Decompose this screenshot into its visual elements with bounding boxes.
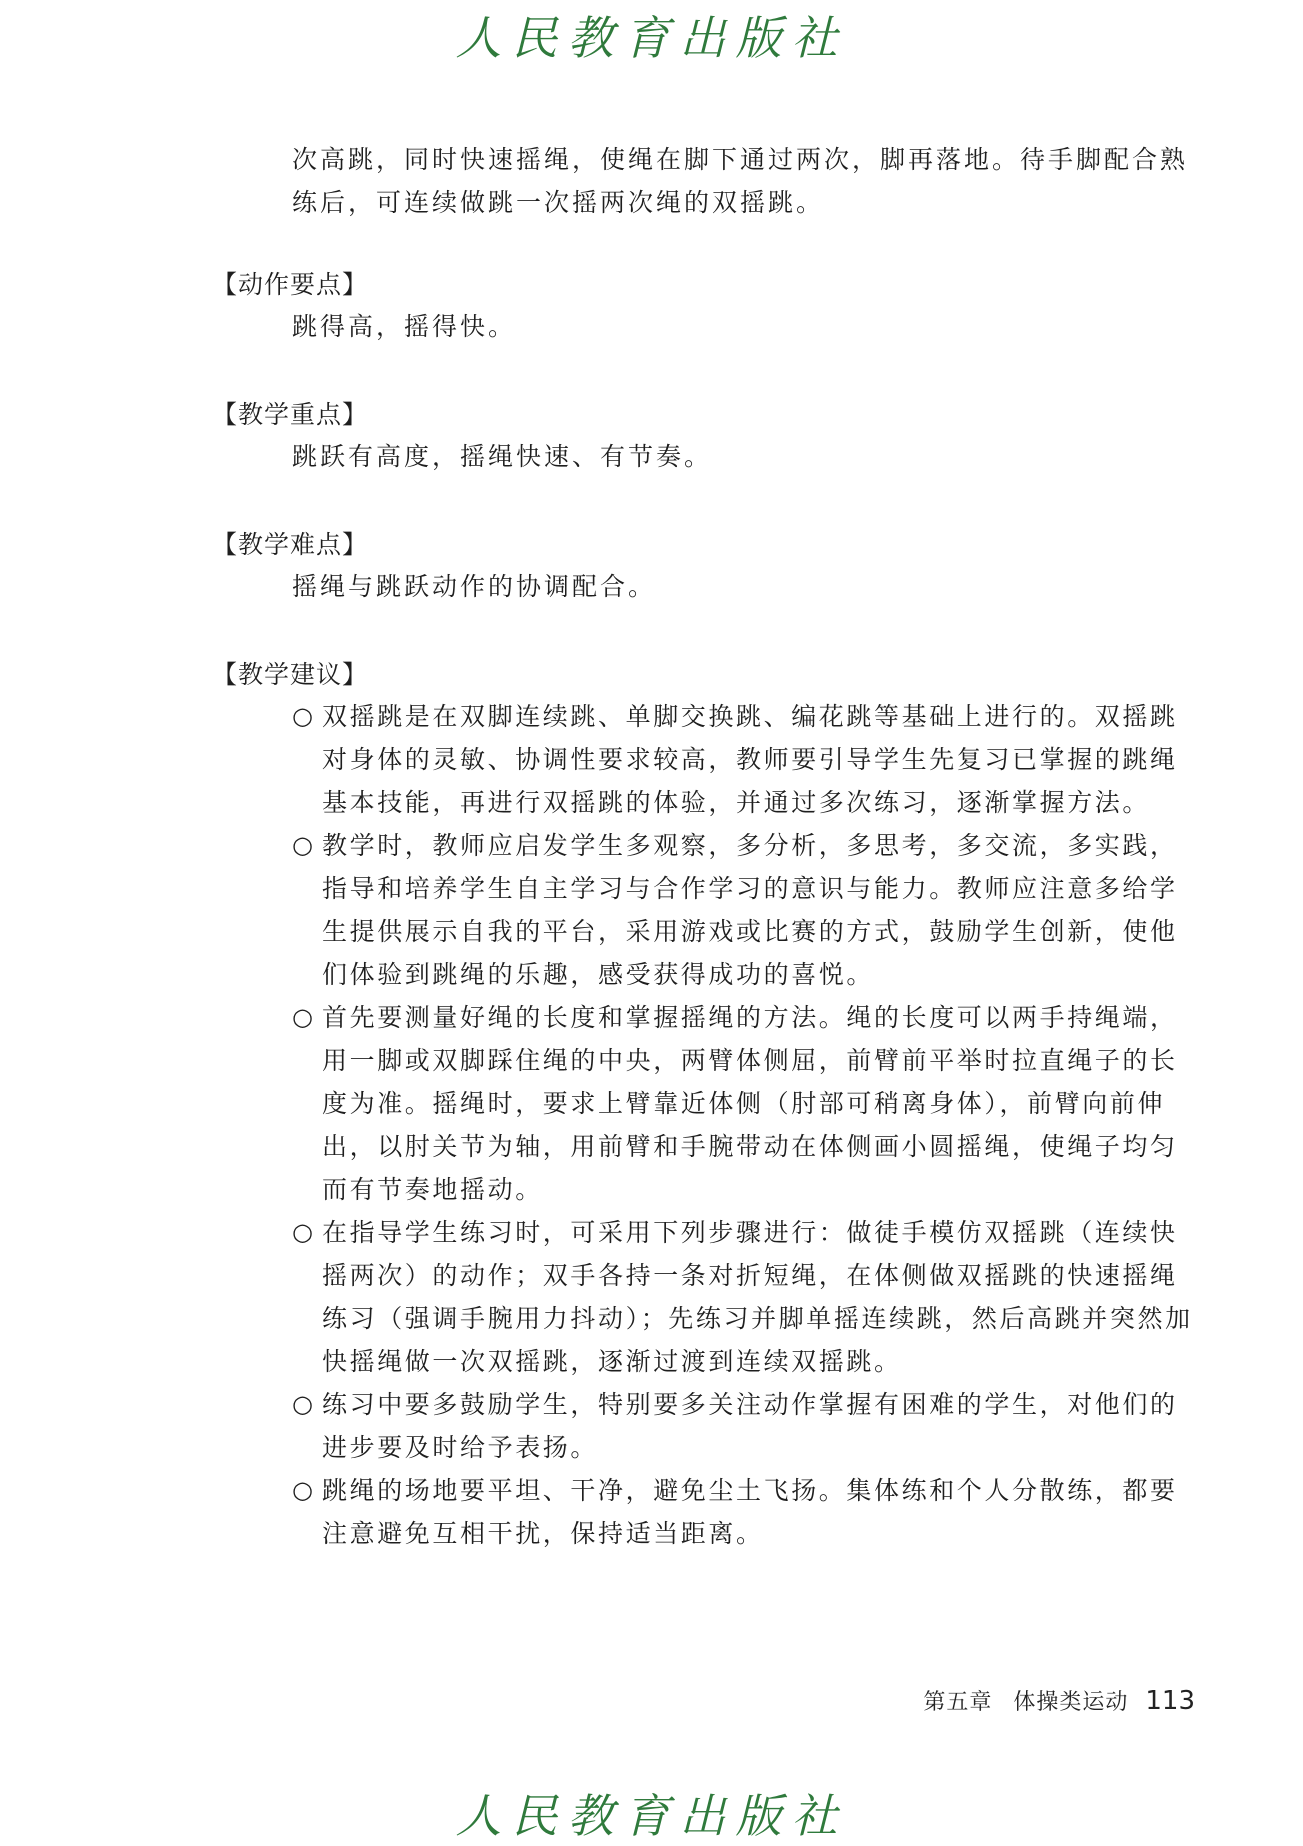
section-heading-teaching-difficulty: 【教学难点】	[212, 530, 369, 559]
circle-bullet-icon: ○	[292, 1218, 313, 1246]
page-footer	[923, 1685, 1195, 1716]
circle-bullet-icon: ○	[292, 1003, 313, 1031]
suggestion-item	[292, 824, 1202, 996]
suggestion-item	[292, 1469, 1202, 1555]
publisher-watermark-top: 人民教育出版社	[455, 11, 848, 65]
suggestion-text: 首先要测量好绳的长度和掌握摇绳的方法。绳的长度可以两手持绳端，用一脚或双脚踩住绳的中央，两臂体侧屈，前臂前平举时拉直绳子的长度为准。摇绳时，要求上臂靠近体侧（肘部可稍离身体），前臂向前伸出，以肘关节为轴，用前臂和手腕带动在体侧画小圆摇绳，使绳子均匀而有节奏地摇动。	[322, 1003, 1178, 1204]
suggestion-text: 在指导学生练习时，可采用下列步骤进行：做徒手模仿双摇跳（连续快摇两次）的动作；双手各持一条对折短绳，在体侧做双摇跳的快速摇绳练习（强调手腕用力抖动）；先练习并脚单摇连续跳，然后高跳并突然加快摇绳做一次双摇跳，逐渐过渡到连续双摇跳。	[322, 1218, 1193, 1376]
section-body-action-points: 跳得高，摇得快。	[292, 312, 517, 341]
suggestion-item	[292, 695, 1202, 824]
suggestion-item	[292, 1211, 1202, 1383]
suggestion-text: 练习中要多鼓励学生，特别要多关注动作掌握有困难的学生，对他们的进步要及时给予表扬。	[322, 1390, 1178, 1462]
circle-bullet-icon: ○	[292, 831, 313, 859]
footer-chapter-title: 体操类运动	[1013, 1690, 1129, 1715]
circle-bullet-icon: ○	[292, 1390, 313, 1418]
footer-chapter: 第五章	[923, 1690, 993, 1715]
suggestions-list	[292, 695, 1202, 1555]
circle-bullet-icon: ○	[292, 1476, 313, 1504]
circle-bullet-icon: ○	[292, 702, 313, 730]
section-body-teaching-difficulty: 摇绳与跳跃动作的协调配合。	[292, 572, 657, 601]
suggestion-item	[292, 996, 1202, 1211]
section-body-teaching-focus: 跳跃有高度，摇绳快速、有节奏。	[292, 442, 713, 471]
suggestion-item	[292, 1383, 1202, 1469]
publisher-watermark-bottom: 人民教育出版社	[455, 1789, 848, 1843]
intro-paragraph: 次高跳，同时快速摇绳，使绳在脚下通过两次，脚再落地。待手脚配合熟练后，可连续做跳一次摇两次绳的双摇跳。	[292, 145, 1189, 217]
suggestion-text: 跳绳的场地要平坦、干净，避免尘土飞扬。集体练和个人分散练，都要注意避免互相干扰，保持适当距离。	[322, 1476, 1178, 1548]
suggestion-text: 教学时，教师应启发学生多观察，多分析，多思考，多交流，多实践，指导和培养学生自主学习与合作学习的意识与能力。教师应注意多给学生提供展示自我的平台，采用游戏或比赛的方式，鼓励学生创新，使他们体验到跳绳的乐趣，感受获得成功的喜悦。	[322, 831, 1178, 989]
section-heading-action-points: 【动作要点】	[212, 270, 369, 299]
section-heading-teaching-suggestions: 【教学建议】	[212, 660, 369, 689]
section-heading-teaching-focus: 【教学重点】	[212, 400, 369, 429]
page-number: 113	[1145, 1686, 1195, 1716]
suggestion-text: 双摇跳是在双脚连续跳、单脚交换跳、编花跳等基础上进行的。双摇跳对身体的灵敏、协调性要求较高，教师要引导学生先复习已掌握的跳绳基本技能，再进行双摇跳的体验，并通过多次练习，逐渐掌握方法。	[322, 702, 1178, 817]
